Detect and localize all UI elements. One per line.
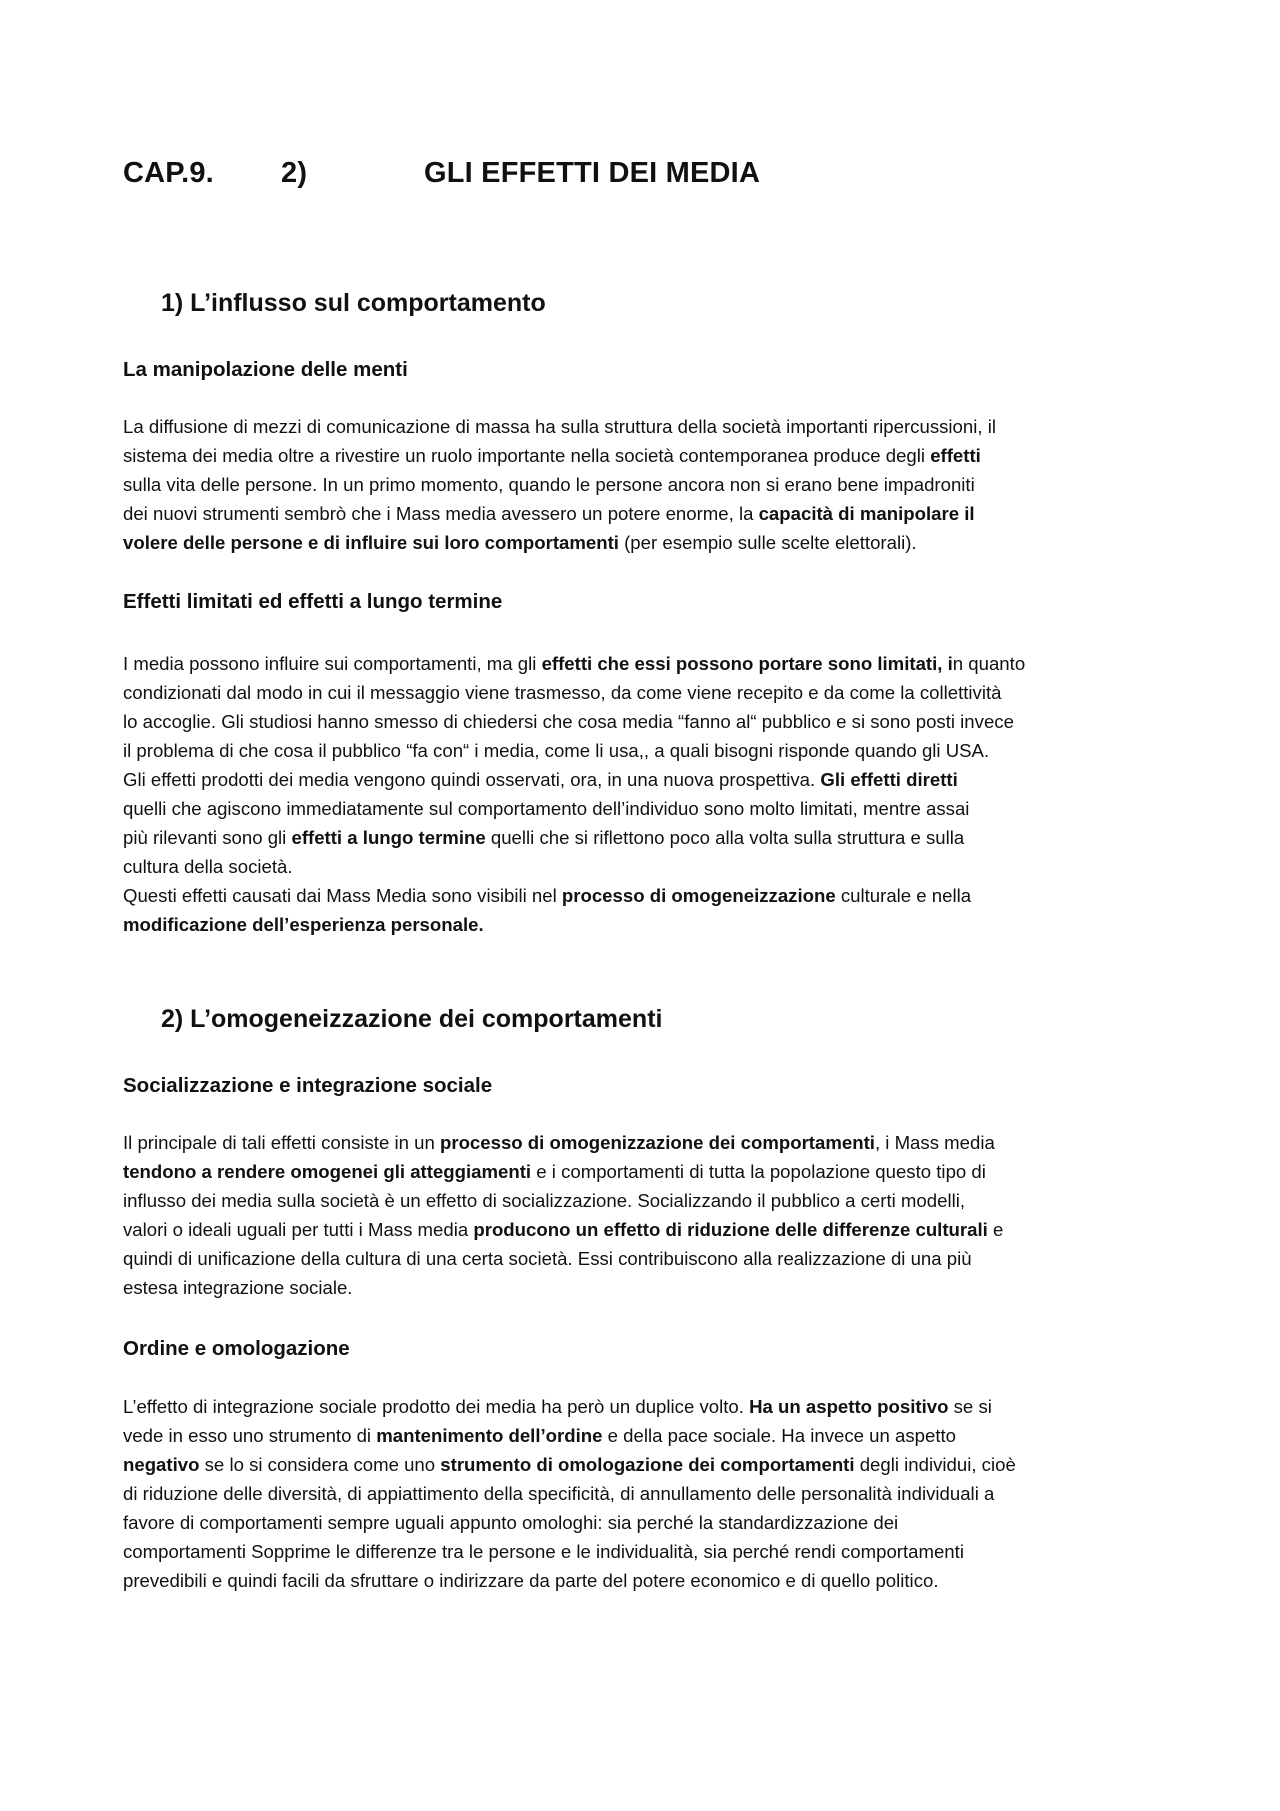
bold-text: capacità di manipolare il [758,503,975,524]
text-line [123,1186,1175,1215]
bold-text: effetti [930,445,981,466]
text-line [123,794,1175,823]
text-run: degli individui, cioè [854,1454,1016,1475]
text-line [123,1537,1175,1566]
text-run: vede in esso uno strumento di [123,1425,377,1446]
bold-text: processo di omogenizzazione dei comportamenti [439,1132,875,1153]
text-run: favore di comportamenti sempre uguali appunto omologhi: sia perché la standardizzazione dei [123,1512,899,1533]
paragraph-ordine [123,1392,1175,1595]
text-line [123,678,1175,707]
paragraph-effetti-limitati [123,649,1175,939]
text-run: Questi effetti causati dai Mass Media sono visibili nel [123,885,562,906]
text-line [123,707,1175,736]
text-run: influsso dei media sulla società è un effetto di socializzazione. Socializzando il pubblico a certi modelli, [123,1190,966,1211]
text-run: e [987,1219,1004,1240]
text-line [123,1273,1175,1302]
bold-text: producono un effetto di riduzione delle differenze culturali [473,1219,988,1240]
text-run: sulla vita delle persone. In un primo momento, quando le persone ancora non si erano bene impadroniti [123,474,975,495]
text-line [123,1392,1175,1421]
subheading-effetti-limitati: Effetti limitati ed effetti a lungo termine [123,590,503,613]
text-line [123,852,1175,881]
text-line [123,649,1175,678]
text-line [123,1508,1175,1537]
bold-text: tendono a rendere omogenei gli atteggiamenti [123,1161,532,1182]
text-run: e i comportamenti di tutta la popolazione questo tipo di [531,1161,986,1182]
chapter-title [123,157,1175,197]
text-run: I media possono influire sui comportamenti, ma gli [123,653,542,674]
bold-text: mantenimento dell’ordine [376,1425,603,1446]
text-line [123,499,1175,528]
bold-text: Ha un aspetto positivo [749,1396,949,1417]
bold-text: negativo [123,1454,200,1475]
text-line [123,765,1175,794]
section-title-1: 1) L’influsso sul comportamento [161,289,546,317]
text-line [123,1479,1175,1508]
text-run: n quanto [952,653,1026,674]
bold-text: processo di omogeneizzazione [561,885,836,906]
text-run: (per esempio sulle scelte elettorali). [618,532,917,553]
bold-text: modificazione dell’esperienza personale. [123,914,484,935]
text-line [123,1450,1175,1479]
text-line [123,910,1175,939]
text-run: La diffusione di mezzi di comunicazione di massa ha sulla struttura della società importanti ripercussioni, il [123,416,996,437]
bold-text: effetti che essi possono portare sono limitati, i [541,653,953,674]
text-line [123,528,1175,557]
text-run: quindi di unificazione della cultura di una certa società. Essi contribuiscono alla realizzazione di una più [123,1248,972,1269]
bold-text: Gli effetti diretti [820,769,958,790]
chapter-name: GLI EFFETTI DEI MEDIA [424,157,761,189]
text-line [123,1566,1175,1595]
text-run: di riduzione delle diversità, di appiattimento della specificità, di annullamento delle personalità individuali a [123,1483,995,1504]
bold-text: effetti a lungo termine [291,827,486,848]
section-title-2: 2) L’omogeneizzazione dei comportamenti [161,1005,663,1033]
text-run: Il principale di tali effetti consiste in un [123,1132,440,1153]
text-run: quelli che agiscono immediatamente sul comportamento dell’individuo sono molto limitati, mentre assai [123,798,970,819]
text-run: più rilevanti sono gli [123,827,292,848]
chapter-number: 2) [281,157,308,189]
text-run: comportamenti Sopprime le differenze tra le persone e le individualità, sia perché rendi comportamenti [123,1541,964,1562]
text-run: cultura della società. [123,856,293,877]
chapter-label: CAP.9. [123,157,214,189]
text-line [123,441,1175,470]
bold-text: strumento di omologazione dei comportamenti [440,1454,855,1475]
paragraph-socializzazione [123,1128,1175,1302]
bold-text: volere delle persone e di influire sui loro comportamenti [123,532,619,553]
text-run: Gli effetti prodotti dei media vengono quindi osservati, ora, in una nuova prospettiva. [123,769,821,790]
text-run: e della pace sociale. Ha invece un aspetto [602,1425,956,1446]
text-run: prevedibili e quindi facili da sfruttare o indirizzare da parte del potere economico e di quello politico. [123,1570,939,1591]
subheading-socializzazione: Socializzazione e integrazione sociale [123,1074,493,1097]
text-run: valori o ideali uguali per tutti i Mass media [123,1219,474,1240]
text-line [123,412,1175,441]
text-run: condizionati dal modo in cui il messaggio viene trasmesso, da come viene recepito e da come la collettività [123,682,1002,703]
subheading-manipolazione: La manipolazione delle menti [123,358,408,381]
text-line [123,1421,1175,1450]
text-run: L’effetto di integrazione sociale prodotto dei media ha però un duplice volto. [123,1396,750,1417]
text-line [123,1215,1175,1244]
text-run: se lo si considera come uno [199,1454,441,1475]
text-run: estesa integrazione sociale. [123,1277,353,1298]
paragraph-manipolazione [123,412,1175,557]
text-line [123,881,1175,910]
text-run: culturale e nella [835,885,972,906]
text-run: lo accoglie. Gli studiosi hanno smesso di chiedersi che cosa media “fanno al“ pubblico e si sono posti invece [123,711,1014,732]
text-line [123,470,1175,499]
text-line [123,823,1175,852]
text-run: il problema di che cosa il pubblico “fa con“ i media, come li usa,, a quali bisogni risponde quando gli USA. [123,740,990,761]
subheading-ordine: Ordine e omologazione [123,1337,350,1360]
text-line [123,1157,1175,1186]
text-line [123,736,1175,765]
text-line [123,1244,1175,1273]
text-run: sistema dei media oltre a rivestire un ruolo importante nella società contemporanea produce degli [123,445,931,466]
text-run: , i Mass media [874,1132,995,1153]
text-run: se si [948,1396,992,1417]
text-run: dei nuovi strumenti sembrò che i Mass media avessero un potere enorme, la [123,503,759,524]
text-line [123,1128,1175,1157]
text-run: quelli che si riflettono poco alla volta sulla struttura e sulla [485,827,965,848]
